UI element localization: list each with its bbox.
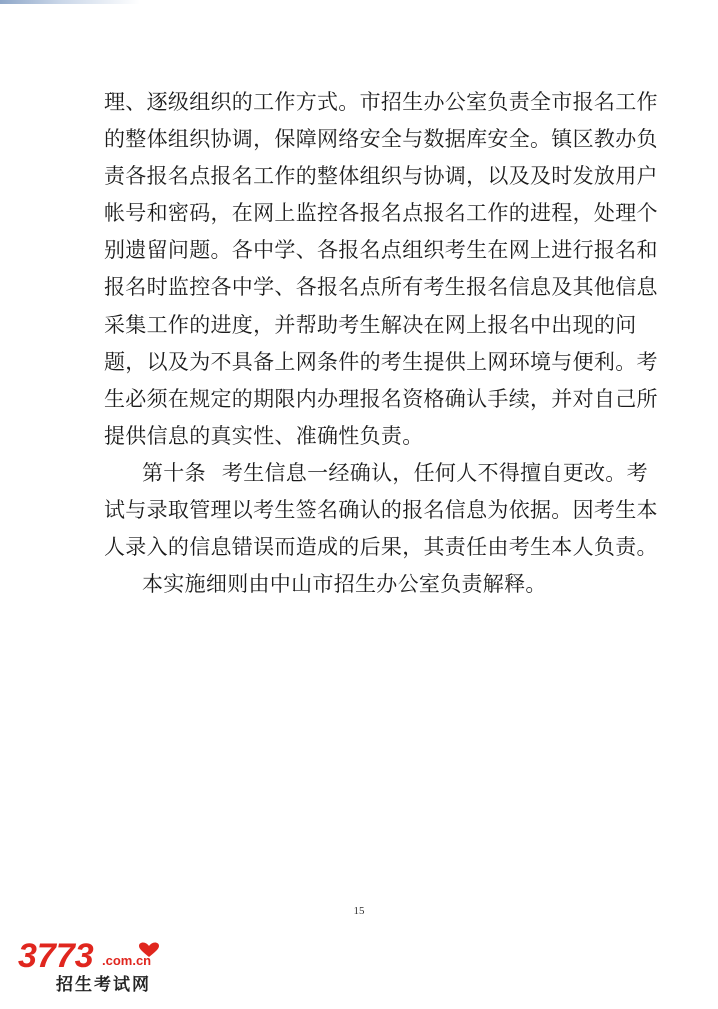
text-line: 提供信息的真实性、准确性负责。 xyxy=(104,423,424,448)
closing-statement: 本实施细则由中山市招生办公室负责解释。 xyxy=(142,572,547,597)
page-number: 15 xyxy=(353,905,365,917)
article-ten-first-line xyxy=(104,455,648,492)
site-watermark xyxy=(18,936,188,1006)
text-line: 采集工作的进度，并帮助考生解决在网上报名中出现的问 xyxy=(104,312,637,337)
text-line: 人录入的信息错误而造成的后果，其责任由考生本人负责。 xyxy=(104,535,658,560)
text-line: 责各报名点报名工作的整体组织与协调，以及及时发放用户 xyxy=(104,164,658,189)
scan-top-edge xyxy=(0,0,718,4)
text-line: 生必须在规定的期限内办理报名资格确认手续，并对自己所 xyxy=(104,386,658,411)
watermark-domain: .com.cn xyxy=(102,953,152,968)
text-line: 报名时监控各中学、各报名点所有考生报名信息及其他信息 xyxy=(104,275,658,300)
text-line: 的整体组织协调，保障网络安全与数据库安全。镇区教办负 xyxy=(104,127,658,152)
watermark-subtitle: 招生考试网 xyxy=(56,975,151,995)
article-ten-text: 考生信息一经确认，任何人不得擅自更改。考 xyxy=(221,460,648,485)
article-ten-heading: 第十条 xyxy=(142,460,206,485)
text-line: 试与录取管理以考生签名确认的报名信息为依据。因考生本 xyxy=(104,498,658,523)
text-line: 别遗留问题。各中学、各报名点组织考生在网上进行报名和 xyxy=(104,238,658,263)
text-line: 帐号和密码，在网上监控各报名点报名工作的进程，处理个 xyxy=(104,201,658,226)
watermark-brand: 3773 xyxy=(18,937,94,975)
text-line: 理、逐级组织的工作方式。市招生办公室负责全市报名工作 xyxy=(104,90,658,114)
document-body xyxy=(104,84,658,603)
text-line: 题，以及为不具备上网条件的考生提供上网环境与便利。考 xyxy=(104,349,658,374)
